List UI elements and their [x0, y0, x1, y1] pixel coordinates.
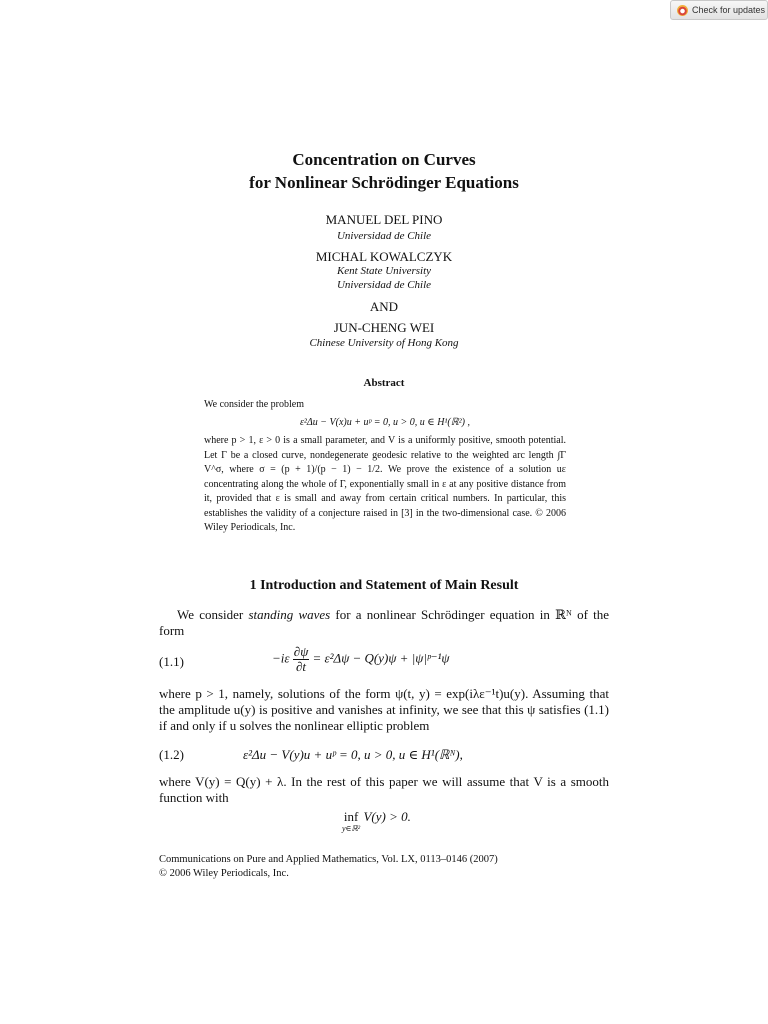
body-paragraph-2	[159, 686, 609, 734]
body-paragraph-1	[159, 607, 609, 639]
equation-inf	[342, 810, 411, 833]
p1-emphasis: standing waves	[248, 607, 331, 622]
crossmark-icon	[677, 5, 688, 16]
body-paragraph-3	[159, 774, 609, 806]
eq1-fraction	[293, 645, 310, 674]
author-name-2: MICHAL KOWALCZYK	[315, 249, 453, 264]
p2-text: where p > 1, namely, solutions of the form ψ(t, y) = exp(iλε⁻¹t)u(y). Assuming that the amplitude u(y) is positive and vanishes at infinity, we see that this ψ satisfies (1.1) if and only if u solves the nonlinear elliptic problem	[159, 686, 609, 733]
abstract-block	[204, 398, 566, 536]
eq1-lhs: −iε	[272, 650, 290, 666]
inf-expression: V(y) > 0.	[363, 809, 411, 824]
and-separator: AND	[369, 299, 399, 314]
inf-subscript: y∈ℝ²	[342, 824, 361, 833]
equation-1-2-number: (1.2)	[159, 747, 184, 762]
section-heading: 1 Introduction and Statement of Main Result	[249, 578, 519, 593]
journal-footer	[159, 853, 498, 880]
check-for-updates-button[interactable]	[670, 0, 768, 20]
footer-copyright: © 2006 Wiley Periodicals, Inc.	[159, 867, 289, 879]
title-line-1: Concentration on Curves	[292, 150, 476, 169]
p3-text: where V(y) = Q(y) + λ. In the rest of this paper we will assume that V is a smooth function with	[159, 774, 609, 805]
footer-citation: Communications on Pure and Applied Mathematics, Vol. LX, 0113–0146 (2007)	[159, 854, 498, 865]
eq1-rhs: = ε²Δψ − Q(y)ψ + |ψ|ᵖ⁻¹ψ	[312, 650, 450, 666]
check-for-updates-label: Check for updates	[692, 5, 766, 15]
author-affiliation-3: Chinese University of Hong Kong	[309, 337, 459, 349]
abstract-intro: We consider the problem	[204, 399, 304, 410]
title-line-2: for Nonlinear Schrödinger Equations	[249, 173, 519, 192]
inf-operator	[342, 810, 360, 833]
abstract-equation: ε²Δu − V(x)u + uᵖ = 0, u > 0, u ∈ H¹(ℝ²) ,	[299, 416, 471, 428]
p1-text-a: We consider	[177, 607, 249, 622]
author-name-3: JUN-CHENG WEI	[333, 320, 435, 335]
inf-label: inf	[343, 809, 359, 824]
author-affiliation-1: Universidad de Chile	[336, 230, 432, 242]
author-affiliation-2b: Universidad de Chile	[336, 279, 432, 291]
equation-1-2: ε²Δu − V(y)u + uᵖ = 0, u > 0, u ∈ H¹(ℝᴺ),	[243, 747, 463, 762]
author-name-1: MANUEL DEL PINO	[325, 212, 443, 227]
equation-1-1	[272, 645, 449, 674]
eq1-denominator: ∂t	[295, 659, 307, 674]
author-affiliation-2a: Kent State University	[336, 265, 432, 277]
p1-text-b: for a nonlinear Schrödinger equation in ℝᴺ of the form	[159, 607, 609, 638]
abstract-text: where p > 1, ε > 0 is a small parameter, and V is a uniformly positive, smooth potential. Let Γ be a closed curve, nondegenerate geodesic relative to the weighted arc length ∫Γ V^σ, where σ = (p + 1)/(p − 1) − 1/2. We prove the existence of a solution uε concentrating along the whole of Γ, exponentially small in ε at any positive distance from it, provided that ε is small and away from certain critical numbers. In particular, this establishes the validity of a conjecture raised in [3] in the two-dimensional case. © 2006 Wiley Periodicals, Inc.	[204, 435, 566, 533]
abstract-heading: Abstract	[363, 377, 405, 389]
eq1-numerator: ∂ψ	[293, 644, 309, 659]
paper-title	[0, 148, 768, 194]
equation-1-1-number: (1.1)	[159, 654, 184, 669]
